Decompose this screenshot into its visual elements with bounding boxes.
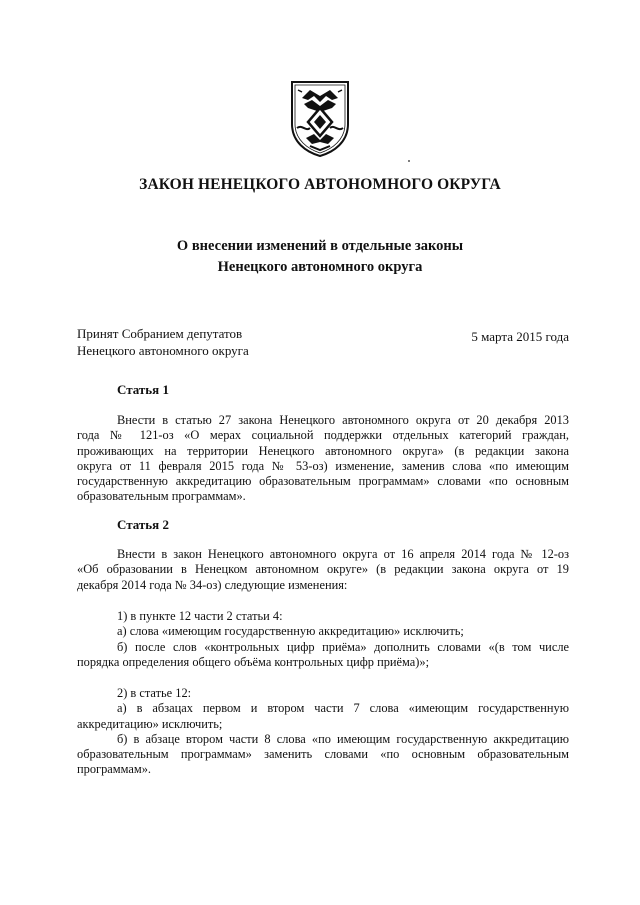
paragraph-line: округа от 11 февраля 2015 года № 53-оз) изменение, заменив слова «по имеющим [77, 458, 569, 473]
law-subtitle [0, 236, 640, 278]
paragraph-line: года № 121-оз «О мерах социальной поддержки отдельных категорий граждан, [77, 428, 569, 443]
subitem-line: порядка определения общего объёма контрольных цифр приёма)»; [77, 654, 430, 669]
scan-artifact-dot [408, 160, 410, 162]
amendment-item-2 [77, 686, 569, 778]
adoption-date: 5 марта 2015 года [471, 329, 569, 344]
paragraph-line: проживающих на территории Ненецкого автономного округа» (в редакции закона [77, 443, 569, 458]
paragraph-line: Внести в статью 27 закона Ненецкого автономного округа от 20 декабря 2013 [117, 413, 569, 427]
item-number: 2) в статье 12: [117, 686, 192, 700]
paragraph-line: государственную аккредитацию образовательным программам» словами «по основным [77, 474, 569, 489]
subtitle-line-2: Ненецкого автономного округа [217, 259, 423, 275]
adopted-by [77, 325, 249, 359]
subitem-line: б) в абзаце втором части 8 слова «по имеющим государственную аккредитацию [117, 731, 569, 746]
article-2-heading: Статья 2 [117, 517, 169, 532]
subitem-line: а) в абзацах первом и втором части 7 слова «имеющим государственную [117, 701, 569, 716]
subitem-line: б) после слов «контрольных цифр приёма» дополнить словами «(в том числе [117, 639, 569, 654]
adopted-line-1: Принят Собранием депутатов [77, 326, 243, 341]
law-title: ЗАКОН НЕНЕЦКОГО АВТОНОМНОГО ОКРУГА [139, 176, 501, 193]
paragraph-line: декабря 2014 года № 34-оз) следующие изменения: [77, 577, 348, 592]
paragraph-line: «Об образовании в Ненецком автономном округе» (в редакции закона округа от 19 [77, 562, 569, 577]
adopted-line-2: Ненецкого автономного округа [77, 343, 249, 358]
subitem-line: аккредитацию» исключить; [77, 716, 223, 731]
subitem-line: а) слова «имеющим государственную аккредитацию» исключить; [117, 624, 464, 639]
subitem-line: программам». [77, 762, 152, 777]
subitem-line: образовательным программам» заменить словами «по основным образовательным [77, 747, 569, 762]
article-1-paragraph [77, 413, 569, 505]
coat-of-arms-emblem [288, 78, 352, 158]
article-1-heading: Статья 1 [117, 382, 169, 397]
item-number: 1) в пункте 12 части 2 статьи 4: [117, 609, 283, 623]
paragraph-line: образовательным программам». [77, 489, 246, 504]
subtitle-line-1: О внесении изменений в отдельные законы [176, 238, 464, 254]
paragraph-line: Внести в закон Ненецкого автономного округа от 16 апреля 2014 года № 12-оз [117, 547, 569, 561]
amendment-item-1 [77, 609, 569, 670]
article-2-paragraph [77, 547, 569, 593]
